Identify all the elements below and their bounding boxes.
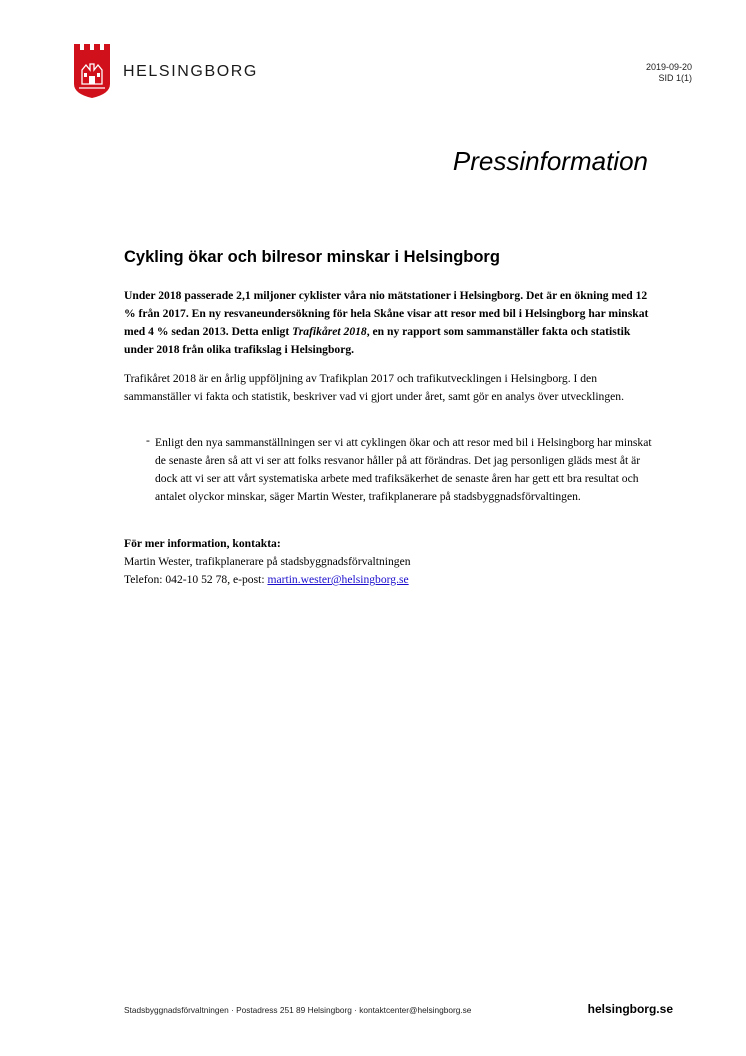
contact-block [124,535,656,589]
headline: Cykling ökar och bilresor minskar i Helsingborg [124,248,500,266]
email-link[interactable]: martin.wester@helsingborg.se [267,573,409,586]
document-date: 2019-09-20 [645,62,692,72]
body-paragraph: Trafikåret 2018 är en årlig uppföljning av Trafikplan 2017 och trafikutvecklingen i Helsingborg. I den sammanställer vi fakta och statistik, beskriver vad vi gjort under året, samt gör en analys över utvecklingen. [124,372,624,403]
contact-heading: För mer information, kontakta: [124,537,281,550]
lead-text-part2: , en ny rapport som sammanställer fakta och statistik under 2018 från olika trafikslag i Helsingborg. [124,325,631,356]
city-crest-icon [74,44,110,98]
contact-phone: Telefon: 042-10 52 78, e-post: [124,573,268,586]
quote-dash: - [146,434,150,447]
logo-wordmark: HELSINGBORG [123,63,258,80]
document-type-label: Pressinformation [452,146,648,176]
footer-website: helsingborg.se [587,1002,673,1016]
document-meta [646,62,692,84]
contact-phone-line [124,571,656,589]
contact-name: Martin Wester, trafikplanerare på stadsbyggnadsförvaltningen [124,555,411,568]
report-title: Trafikåret 2018 [292,325,367,338]
lead-paragraph [124,287,656,359]
lead-text-part1: Under 2018 passerade 2,1 miljoner cyklister våra nio mätstationer i Helsingborg. Det är en ökning med 12 % från 2017. En ny resvaneundersökning för hela Skåne visar att resor med bil i Helsingborg har minskat med 4 % sedan 2013. Detta enligt [124,289,649,338]
footer-address: Stadsbyggnadsförvaltningen · Postadress 251 89 Helsingborg · kontaktcenter@helsingborg.se [124,1005,472,1015]
page-number: SID 1(1) [658,73,692,83]
quote-paragraph: Enligt den nya sammanställningen ser vi att cyklingen ökar och att resor med bil i Helsingborg har minskat de senaste åren så att vi ser att folks resvanor håller på att förändras. Det jag personligen gläds mest åt är dock att vi ser att vårt systematiska arbete med trafiksäkerhet de senaste åren har gett ett bra resultat och antalet olyckor minskar, säger Martin Wester, trafikplanerare på stadsbyggnadsförvaltingen. [155,436,652,503]
